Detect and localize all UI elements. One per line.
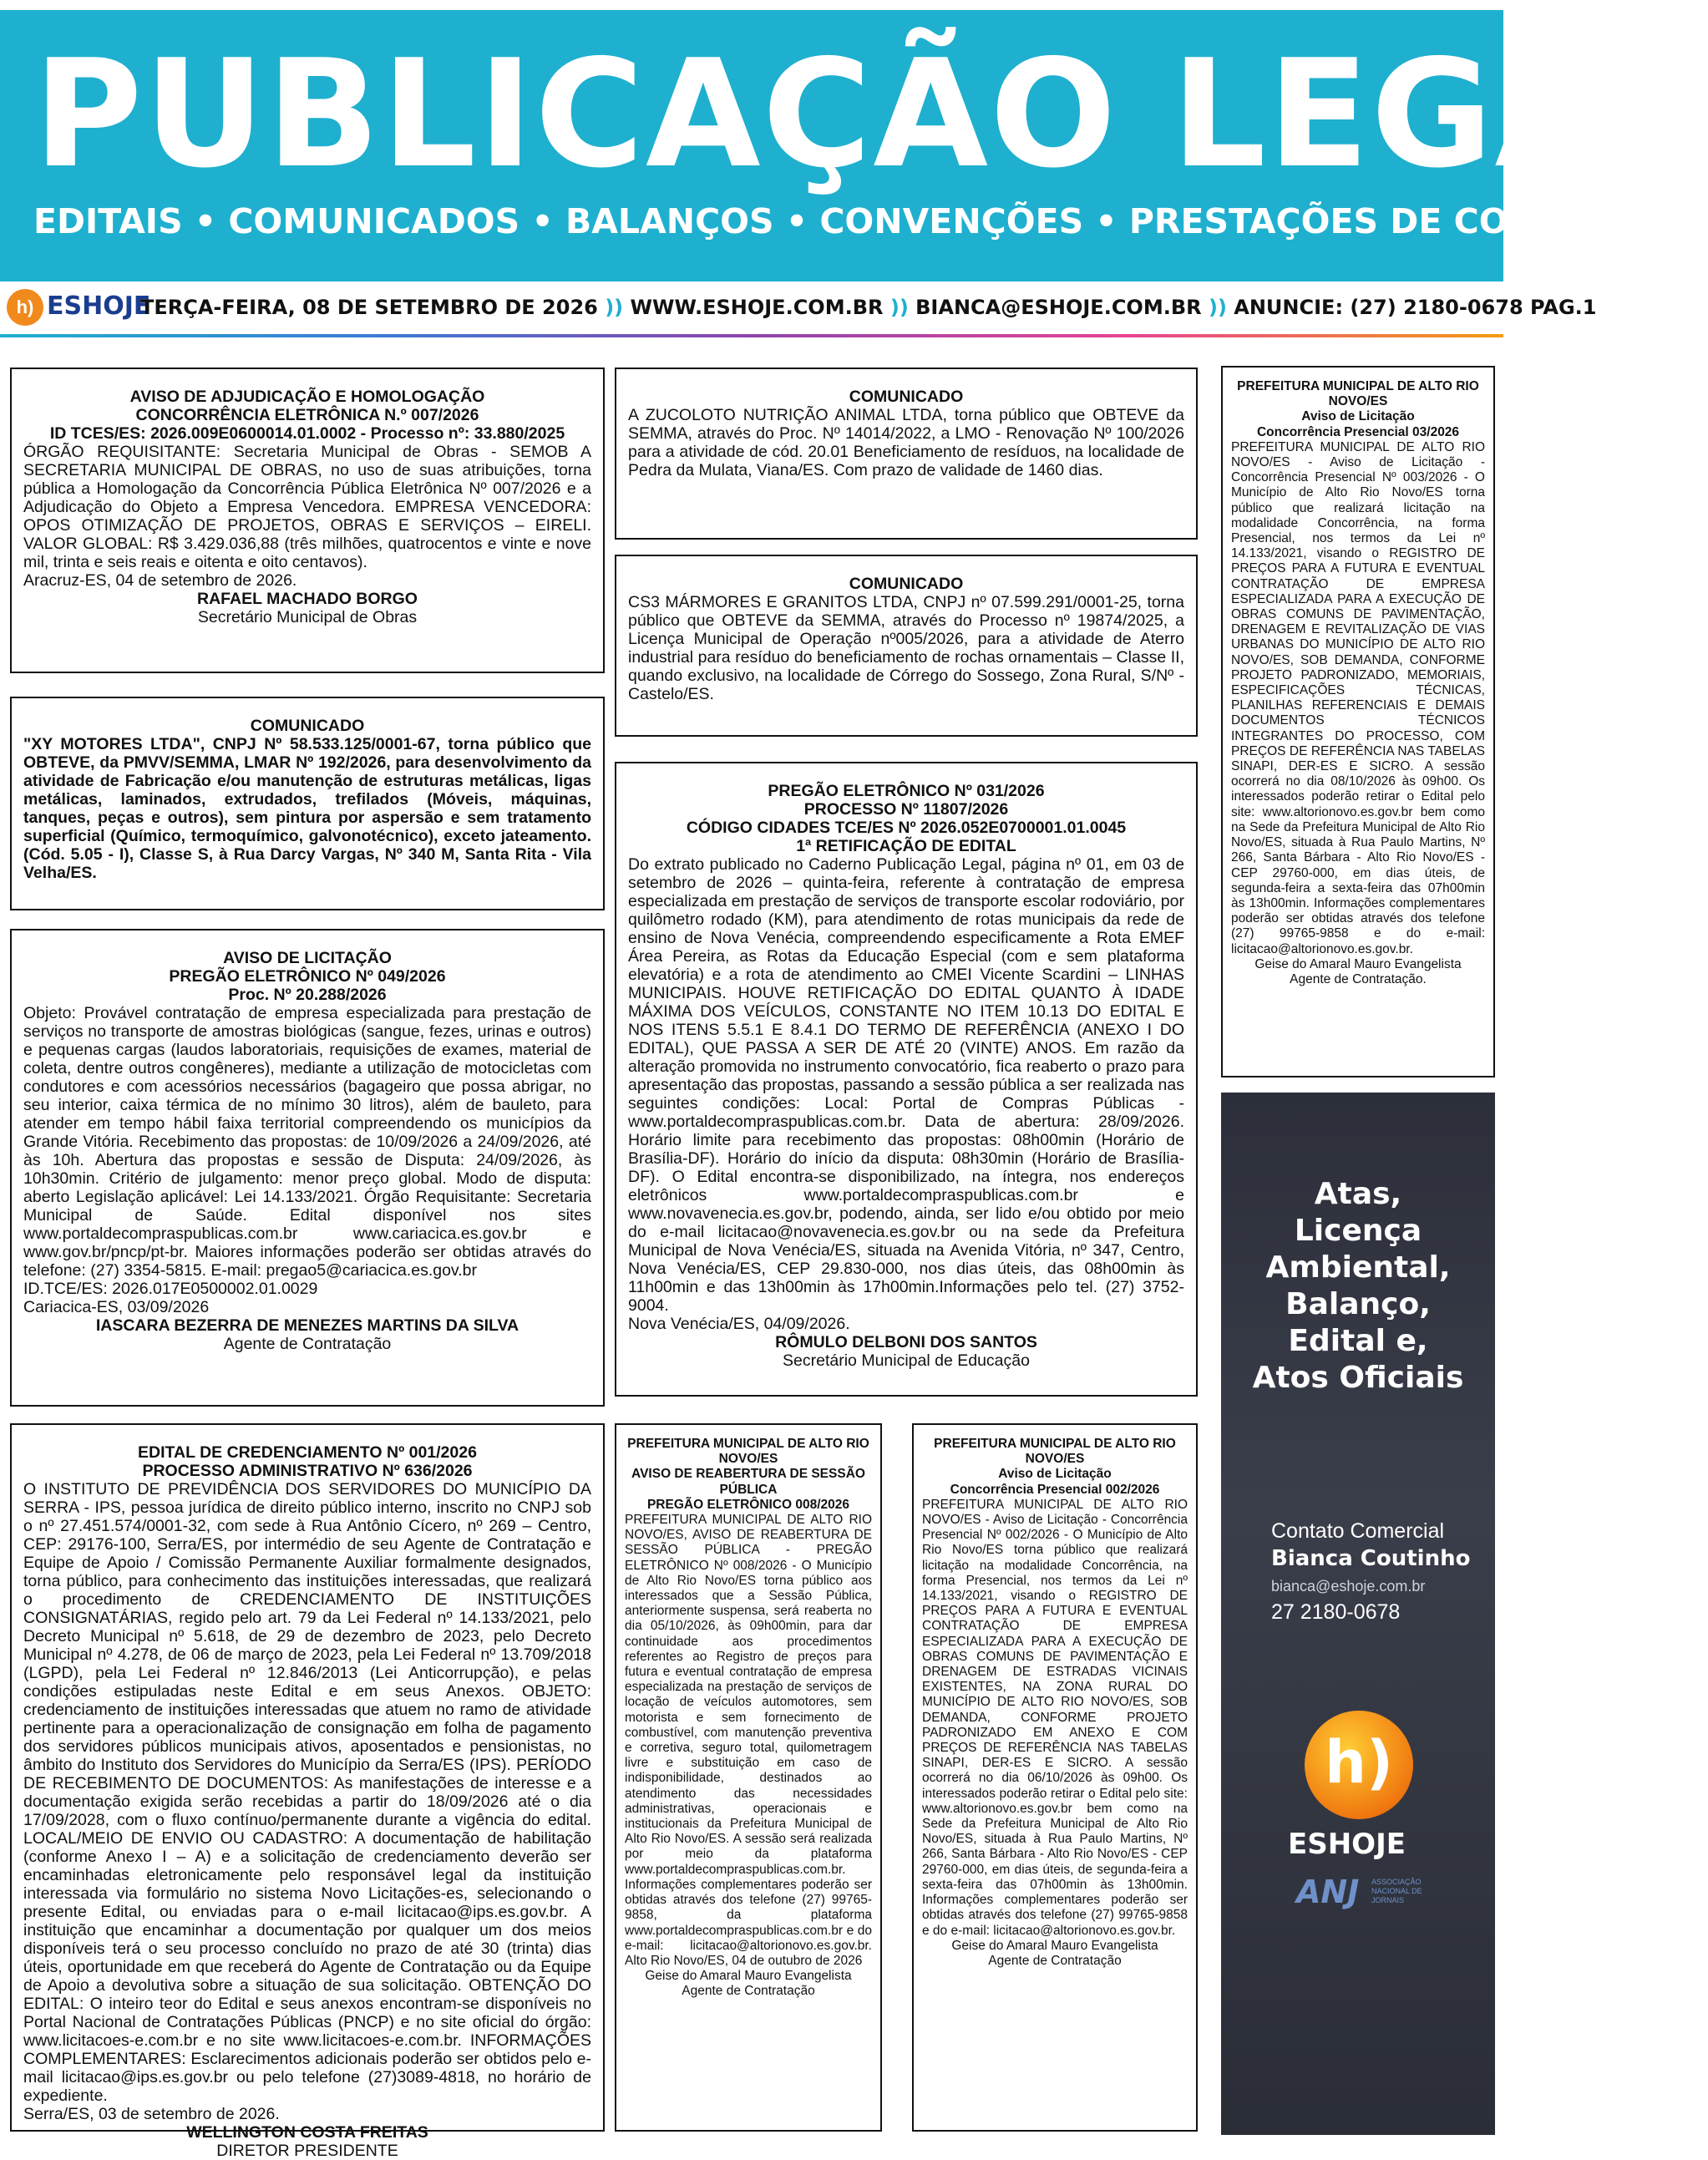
notice-signer-role: Agente de Contratação xyxy=(223,1335,392,1353)
notice-heading: AVISO DE ADJUDICAÇÃO E HOMOLOGAÇÃO xyxy=(129,388,485,406)
notice-signer-role: Secretário Municipal de Obras xyxy=(197,608,418,626)
notice-place-date: Serra/ES, 03 de setembro de 2026. xyxy=(23,2105,280,2123)
notice-heading: Aviso de Licitação xyxy=(1301,409,1415,424)
notice-place-date: Nova Venécia/ES, 04/09/2026. xyxy=(628,1315,850,1333)
notice-body: CS3 MÁRMORES E GRANITOS LTDA, CNPJ nº 07.599.291/0001-25, torna público que OBTEVE da SEMMA, através do Processo nº 19874/2025, a Licença Municipal de Operação nº005/2026, para a atividade de Aterro industrial para resíduo do beneficiamento de rochas ornamentais – Classe II, quando exclusivo, na localidade de Córrego do Sossego, Zona Rural, S/Nº - Castelo/ES. xyxy=(628,593,1184,703)
separator: )) xyxy=(605,296,624,319)
promo-contact-email[interactable]: bianca@eshoje.com.br xyxy=(1271,1578,1426,1595)
advertising-promo-panel xyxy=(1221,1093,1495,2135)
promo-title-line: Licença xyxy=(1294,1214,1422,1248)
notice-heading: CÓDIGO CIDADES TCE/ES Nº 2026.052E0700001.01.0045 xyxy=(686,819,1127,837)
notice-heading: PREGÃO ELETRÔNICO 008/2026 xyxy=(646,1497,850,1512)
notice-signer-role: Agente de Contratação xyxy=(682,1984,815,1999)
notice-heading: COMUNICADO xyxy=(250,717,365,735)
separator: )) xyxy=(1208,296,1227,319)
notice-id: ID.TCE/ES: 2026.017E0500002.01.0029 xyxy=(23,1280,318,1298)
notice-signer: Geise do Amaral Mauro Evangelista xyxy=(1254,956,1462,971)
notice-heading: 1ª RETIFICAÇÃO DE EDITAL xyxy=(796,837,1016,855)
notice-aviso-licitacao-cariacica xyxy=(10,929,605,1407)
masthead-title: PUBLICAÇÃO LEGAL xyxy=(33,28,1708,200)
notice-heading: CONCORRÊNCIA ELETRÔNICA N.º 007/2026 xyxy=(135,406,479,424)
promo-contact-name: Bianca Coutinho xyxy=(1271,1546,1471,1571)
notice-alto-rio-novo-concorrencia-003 xyxy=(1221,366,1495,1077)
notice-heading: Aviso de Licitação xyxy=(998,1467,1112,1482)
notice-signer: RÔMULO DELBONI DOS SANTOS xyxy=(775,1333,1037,1351)
notice-heading: COMUNICADO xyxy=(849,575,964,593)
eshoje-logo-icon: h) xyxy=(7,289,43,326)
notice-heading: PROCESSO ADMINISTRATIVO Nº 636/2026 xyxy=(142,1462,473,1480)
notice-body: "XY MOTORES LTDA", CNPJ Nº 58.533.125/0001-67, torna público que OBTEVE, da PMVV/SEMMA, LMAR Nº 192/2026, para desenvolvimento da atividade de Fabricação e/ou manutenção de estruturas metálicas, ligas metálicas, laminados, extrudados, trefilados (Móveis, máquinas, tanques, peças e outros), sem pintura por aspersão e sem tratamento superficial (Químico, termoquímico, galvonotécnico), exceto jateamento. (Cód. 5.05 - I), Classe S, à Rua Darcy Vargas, Nº 340 M, Santa Rita - Vila Velha/ES. xyxy=(23,735,591,882)
page-number: PAG.1 xyxy=(1530,296,1597,319)
notice-body: A ZUCOLOTO NUTRIÇÃO ANIMAL LTDA, torna público que OBTEVE da SEMMA, através do Proc. Nº 14014/2022, a LMO - Renovação Nº 100/2026 para a atividade de cód. 20.01 Beneficiamento de resíduos, na localidade de Pedra da Mulata, Viana/ES. Com prazo de validade de 1460 dias. xyxy=(628,406,1184,479)
notice-body: Do extrato publicado no Caderno Publicação Legal, página nº 01, em 03 de setembro de 2026 – quinta-feira, referente à contratação de empresa especializada em prestação de serviços de transporte escolar rodoviário, por quilômetro rodado (KM), para atendimento de rotas municipais da rede de ensino de Nova Venécia, compreendendo especificamente a Rota EMEF Área Pereira, as Rotas da Educação Especial (com e sem plataforma elevatória) e a rota de atendimento ao CMEI Vicente Scardini – LINHAS MUNICIPAIS. HOUVE RETIFICAÇÃO DO EDITAL QUANTO À IDADE MÁXIMA DOS VEÍCULOS, CONSTANTE NO ITEM 10.13 DO EDITAL E NOS ITENS 5.5.1 E 8.4.1 DO TERMO DE REFERÊNCIA (ANEXO I DO EDITAL), QUE PASSA A SER DE ATÉ 20 (VINTE) ANOS. Em razão da alteração promovida no instrumento convocatório, fica reaberto o prazo para apresentação das propostas, passando a sessão pública a ser realizada nas seguintes condições: Local: Portal de Compras Públicas -www.portaldecompraspublicas.com.br. Data de abertura: 28/09/2026. Horário limite para recebimento das propostas: 08h00min (Horário de Brasília-DF). Horário do início da disputa: 08h30min (Horário de Brasília-DF). O Edital encontra-se disponibilizado, na íntegra, nos endereços eletrônicos www.portaldecompraspublicas.com.br e www.novavenecia.es.gov.br, podendo, ainda, ser lido e/ou obtido por meio do e-mail licitacao@novavenecia.es.gov.br ou na sede da Prefeitura Municipal de Nova Venécia/ES, situada na Avenida Vitória, nº 347, Centro, Nova Venécia/ES, CEP 29.830-000, nos dias úteis, das 08h00min às 11h00min e das 13h00min às 17h00min.Informações pelo tel. (27) 3752-9004. xyxy=(628,855,1184,1315)
notice-heading: EDITAL DE CREDENCIAMENTO Nº 001/2026 xyxy=(138,1443,477,1462)
notice-body: Objeto: Provável contratação de empresa especializada para prestação de serviços no transporte de amostras biológicas (sangue, fezes, urinas e outros) e pequenas cargas (laudos laboratoriais, requisições de exames, material de coleta, dentre outros congêneres), mediante a utilização de motocicletas com condutores e com acessórios necessários (bagageiro que possa abrigar, no seu interior, caixa térmica de no mínimo 30 litros), além de bauleto, para atender em tempo hábil faixa territorial compreendendo os municípios da Grande Vitória. Recebimento das propostas: de 10/09/2026 a 24/09/2026, até às 10h. Abertura das propostas e sessão de Disputa: 24/09/2026, às 10h30min. Critério de julgamento: menor preço global. Modo de disputa: aberto Legislação aplicável: Lei 14.133/2021. Órgão Requisitante: Secretaria Municipal de Saúde. Edital disponível nos sites www.portaldecompraspublicas.com.br www.cariacica.es.gov.br e www.gov.br/pncp/pt-br. Maiores informações poderão ser obtidas através do telefone: (27) 3354-5815. E-mail: pregao5@cariacica.es.gov.br xyxy=(23,1004,591,1280)
promo-title-line: Edital e, xyxy=(1288,1324,1428,1358)
promo-contact-phone: 27 2180-0678 xyxy=(1271,1600,1401,1624)
notice-body: ÓRGÃO REQUISITANTE: Secretaria Municipal de Obras - SEMOB A SECRETARIA MUNICIPAL DE OBRAS, no uso de suas atribuições, torna pública a Homologação da Concorrência Pública Eletrônica Nº 007/2026 e a Adjudicação do Objeto a Empresa Vencedora. EMPRESA VENCEDORA: OPOS OTIMIZAÇÃO DE PROJETOS, OBRAS E SERVIÇOS – EIRELI. VALOR GLOBAL: R$ 3.429.036,88 (três milhões, quatrocentos e vinte e nove mil, trinta e seis reais e oitenta e oito centavos). xyxy=(23,443,591,571)
logo-glyph: h) xyxy=(1325,1728,1393,1797)
anj-logo: ANJ xyxy=(1296,1874,1360,1910)
notice-body: PREFEITURA MUNICIPAL DE ALTO RIO NOVO/ES - Aviso de Licitação - Concorrência Presencial Nº 002/2026 - O Município de Alto Rio Novo/ES torna público que realizará licitação na modalidade Concorrência, na forma Presencial, nos termos da Lei nº 14.133/2021, visando o REGISTRO DE PREÇOS PARA A FUTURA E EVENTUAL CONTRATAÇÃO DE EMPRESA ESPECIALIZADA PARA A EXECUÇÃO DE OBRAS COMUNS DE PAVIMENTAÇÃO E DRENAGEM DE ESTRADAS VICINAIS EXISTENTES, NA ZONA RURAL DO MUNICÍPIO DE ALTO RIO NOVO/ES, SOB DEMANDA, CONFORME PROJETO PADRONIZADO EM ANEXO E COM PREÇOS DE REFERÊNCIA NAS TABELAS SINAPI, DER-ES E SICRO. A sessão ocorrerá no dia 06/10/2026 às 09h00. Os interessados poderão retirar o Edital pelo site: www.altorionovo.es.gov.br bem como na Sede da Prefeitura Municipal de Alto Rio Novo/ES, situada à Rua Paulo Martins, Nº 266, Santa Bárbara - Alto Rio Novo/ES - CEP 29760-000, em dias úteis, de segunda-feira a sexta-feira das 07h00min às 13h00min. Informações complementares poderão ser obtidas através dos telefone (27) 99765-9858 e do e-mail: licitacao@altorionovo.es.gov.br. xyxy=(922,1497,1188,1938)
eshoje-logo-text: ESHOJE xyxy=(47,292,151,321)
notice-edital-credenciamento xyxy=(10,1423,605,2160)
notice-heading: PREFEITURA MUNICIPAL DE ALTO RIO NOVO/ES xyxy=(627,1437,869,1467)
notice-signer: Geise do Amaral Mauro Evangelista xyxy=(951,1938,1158,1953)
notice-heading: PROCESSO Nº 11807/2026 xyxy=(803,800,1009,819)
promo-contact-label: Contato Comercial xyxy=(1271,1519,1445,1543)
masthead-banner xyxy=(0,10,1708,281)
notice-heading: PREGÃO ELETRÔNICO Nº 031/2026 xyxy=(768,782,1045,800)
anj-logo-subtitle: ASSOCIAÇÃO NACIONAL DE JORNAIS xyxy=(1371,1878,1422,1904)
promo-title-line: Atas, xyxy=(1314,1177,1402,1211)
promo-brand: ESHOJE xyxy=(1288,1828,1406,1861)
notice-alto-rio-novo-reabertura xyxy=(615,1423,882,2132)
notice-heading: COMUNICADO xyxy=(849,388,964,406)
notice-heading: AVISO DE LICITAÇÃO xyxy=(223,949,392,967)
notice-body: O INSTITUTO DE PREVIDÊNCIA DOS SERVIDORES DO MUNICÍPIO DA SERRA - IPS, pessoa jurídica de direito público interno, inscrito no CNPJ sob o nº 27.451.574/0001-32, com sede à Rua Antônio Cícero, nº 269 – Centro, CEP: 29176-100, Serra/ES, por intermédio de seu Agente de Contratação e Equipe de Apoio / Comissão Permanente Auxiliar formalmente designados, torna público, para conhecimento das instituições interessadas, que realizará o procedimento de CREDENCIAMENTO DE INSTITUIÇÕES CONSIGNATÁRIAS, regido pelo art. 79 da Lei Federal nº 14.133/2021, pelo Decreto Municipal nº 5.618, de 29 de dezembro de 2023, pelo Decreto Municipal nº 4.278, de 06 de março de 2023, pela Lei Federal nº 13.709/2018 (LGPD), pela Lei Federal nº 12.846/2013 (Lei Anticorrupção), e pelas condições estipuladas neste Edital e em seus Anexos. OBJETO: credenciamento de instituições interessadas que atuem no ramo de atividade pertinente para a operacionalização de consignação em folha de pagamento dos servidores públicos municipais ativos, aposentados e pensionistas, no âmbito do Instituto dos Servidores do Município da Serra/ES (IPS). PERÍODO DE RECEBIMENTO DE DOCUMENTOS: As manifestações de interesse e a documentação exigida serão recebidas a partir do 18/09/2026 até o dia 17/09/2028, com o fluxo contínuo/permanente durante a vigência do edital. LOCAL/MEIO DE ENVIO OU CADASTRO: A documentação de habilitação (conforme Anexo I – A) e a solicitação de credenciamento deverão ser encaminhadas eletronicamente pelo responsável legal da instituição interessada via formulário no sistema Novo Licitações-es, selecionando o presente Edital, ou enviadas para o e-mail licitacao@ips.es.gov.br. A instituição que encaminhar a documentação por qualquer um dos meios disponíveis terá o seu processo concluído no prazo de até 30 (trinta) dias úteis, oportunidade em que receberá do Agente de Contratação ou da Equipe de Apoio a devolutiva sobre a situação de sua solicitação. OBTENÇÃO DO EDITAL: O inteiro teor do Edital e seus anexos encontram-se disponíveis no Portal Nacional de Contratações Públicas (PNCP) e no site oficial do órgão: www.licitacoes-e.com.br e no site www.licitacoes-e.com.br. INFORMAÇÕES COMPLEMENTARES: Esclarecimentos adicionais poderão ser obtidos pelo e-mail licitacao@ips.es.gov.br ou pelo telefone (27)3089-4818, no horário de expediente. xyxy=(23,1480,591,2105)
promo-title-line: Ambiental, xyxy=(1265,1250,1451,1285)
notice-heading: Proc. Nº 20.288/2026 xyxy=(228,986,387,1004)
notice-heading: Concorrência Presencial 03/2026 xyxy=(1256,424,1460,439)
promo-title xyxy=(1221,1176,1495,1397)
notice-alto-rio-novo-concorrencia-002 xyxy=(912,1423,1198,2132)
notice-signer: RAFAEL MACHADO BORGO xyxy=(197,590,418,608)
notice-adjudicacao xyxy=(10,368,605,673)
notice-comunicado-zucoloto xyxy=(615,368,1198,540)
notice-place-date: Cariacica-ES, 03/09/2026 xyxy=(23,1298,210,1316)
info-bar xyxy=(0,286,1597,334)
promo-title-line: Balanço, xyxy=(1285,1287,1431,1321)
email-link[interactable]: BIANCA@ESHOJE.COM.BR xyxy=(915,296,1202,319)
notice-body: PREFEITURA MUNICIPAL DE ALTO RIO NOVO/ES - Aviso de Licitação - Concorrência Presencial Nº 003/2026 - O Município de Alto Rio Novo/ES torna público que realizará licitação na modalidade Concorrência, na forma Presencial, nos termos da Lei nº 14.133/2021, visando o REGISTRO DE PREÇOS PARA A FUTURA E EVENTUAL CONTRATAÇÃO DE EMPRESA ESPECIALIZADA PARA A EXECUÇÃO DE OBRAS COMUNS DE PAVIMENTAÇÃO, DRENAGEM E REVITALIZAÇÃO DE VIAS URBANAS DO MUNICÍPIO DE ALTO RIO NOVO/ES, SOB DEMANDA, CONFORME PROJETO PADRONIZADO, MEMORIAIS, ESPECIFICAÇÕES TÉCNICAS, PLANILHAS REFERENCIAIS E DEMAIS DOCUMENTOS TÉCNICOS INTEGRANTES DO PROCESSO, COM PREÇOS DE REFERÊNCIA NAS TABELAS SINAPI, DER-ES E SICRO. A sessão ocorrerá no dia 08/10/2026 às 09h00. Os interessados poderão retirar o Edital pelo site: www.altorionovo.es.gov.br bem como na Sede da Prefeitura Municipal de Alto Rio Novo/ES, situada à Rua Paulo Martins, Nº 266, Santa Bárbara - Alto Rio Novo/ES - CEP 29760-000, em dias úteis, de segunda-feira a sexta-feira das 07h00min às 13h00min. Informações complementares poderão ser obtidas através dos telefone (27) 99765-9858 e do e-mail: licitacao@altorionovo.es.gov.br. xyxy=(1231,439,1485,956)
notice-pregao-nova-venecia xyxy=(615,762,1198,1397)
advertise-phone: ANUNCIE: (27) 2180-0678 xyxy=(1234,296,1523,319)
notice-heading: PREFEITURA MUNICIPAL DE ALTO RIO NOVO/ES xyxy=(1237,379,1479,409)
notice-heading: Concorrência Presencial 002/2026 xyxy=(950,1482,1160,1497)
notice-signer: WELLINGTON COSTA FREITAS xyxy=(186,2123,428,2142)
separator: )) xyxy=(889,296,909,319)
notice-place-date: Aracruz-ES, 04 de setembro de 2026. xyxy=(23,571,297,590)
notice-body: PREFEITURA MUNICIPAL DE ALTO RIO NOVO/ES, AVISO DE REABERTURA DE SESSÃO PÚBLICA - PREGÃO ELETRÔNICO Nº 008/2026 - O Município de Alto Rio Novo/ES torna público aos interessados que a Sessão Pública, anteriormente suspensa, será reaberta no dia 05/10/2026, às 09h00min, para dar continuidade aos procedimentos referentes ao Registro de preços para futura e eventual contratação de empresa especializada na prestação de serviços de locação de veículos automotores, sem motorista e sem fornecimento de combustível, com manutenção preventiva e corretiva, seguro total, quilometragem livre e substituição em caso de indisponibilidade, destinados ao atendimento das necessidades administrativas, operacionais e institucionais da Prefeitura Municipal de Alto Rio Novo/ES. A sessão será realizada por meio da plataforma www.portaldecompraspublicas.com.br. Informações complementares poderão ser obtidas através dos telefone (27) 99765-9858, da plataforma www.portaldecompraspublicas.com.br e do e-mail: licitacao@altorionovo.es.gov.br. Alto Rio Novo/ES, 04 de outubro de 2026 xyxy=(625,1513,872,1968)
notice-comunicado-cs3 xyxy=(615,555,1198,737)
notice-heading: ID TCES/ES: 2026.009E0600014.01.0002 - Processo nº: 33.880/2025 xyxy=(49,424,565,443)
eshoje-logo-icon xyxy=(1305,1711,1413,1819)
notice-comunicado-xy-motores xyxy=(10,697,605,910)
masthead-subtitle: EDITAIS • COMUNICADOS • BALANÇOS • CONVENÇÕES • PRESTAÇÕES DE CONTAS xyxy=(33,201,1609,241)
promo-title-line: Atos Oficiais xyxy=(1252,1361,1464,1395)
issue-date: TERÇA-FEIRA, 08 DE SETEMBRO DE 2026 xyxy=(140,296,598,319)
notice-signer: Geise do Amaral Mauro Evangelista xyxy=(645,1969,852,1984)
notice-signer: IASCARA BEZERRA DE MENEZES MARTINS DA SILVA xyxy=(95,1316,519,1335)
notice-signer-role: Agente de Contratação xyxy=(988,1953,1122,1968)
notice-signer-role: DIRETOR PRESIDENTE xyxy=(216,2142,398,2160)
notice-heading: PREGÃO ELETRÔNICO Nº 049/2026 xyxy=(169,967,446,986)
notice-heading: AVISO DE REABERTURA DE SESSÃO PÚBLICA xyxy=(631,1467,865,1497)
site-link[interactable]: WWW.ESHOJE.COM.BR xyxy=(630,296,884,319)
notice-signer-role: Secretário Municipal de Educação xyxy=(783,1351,1030,1370)
notice-heading: PREFEITURA MUNICIPAL DE ALTO RIO NOVO/ES xyxy=(934,1437,1176,1467)
rainbow-divider xyxy=(0,334,1503,337)
notice-signer-role: Agente de Contratação. xyxy=(1290,971,1427,986)
info-line xyxy=(140,294,1596,321)
